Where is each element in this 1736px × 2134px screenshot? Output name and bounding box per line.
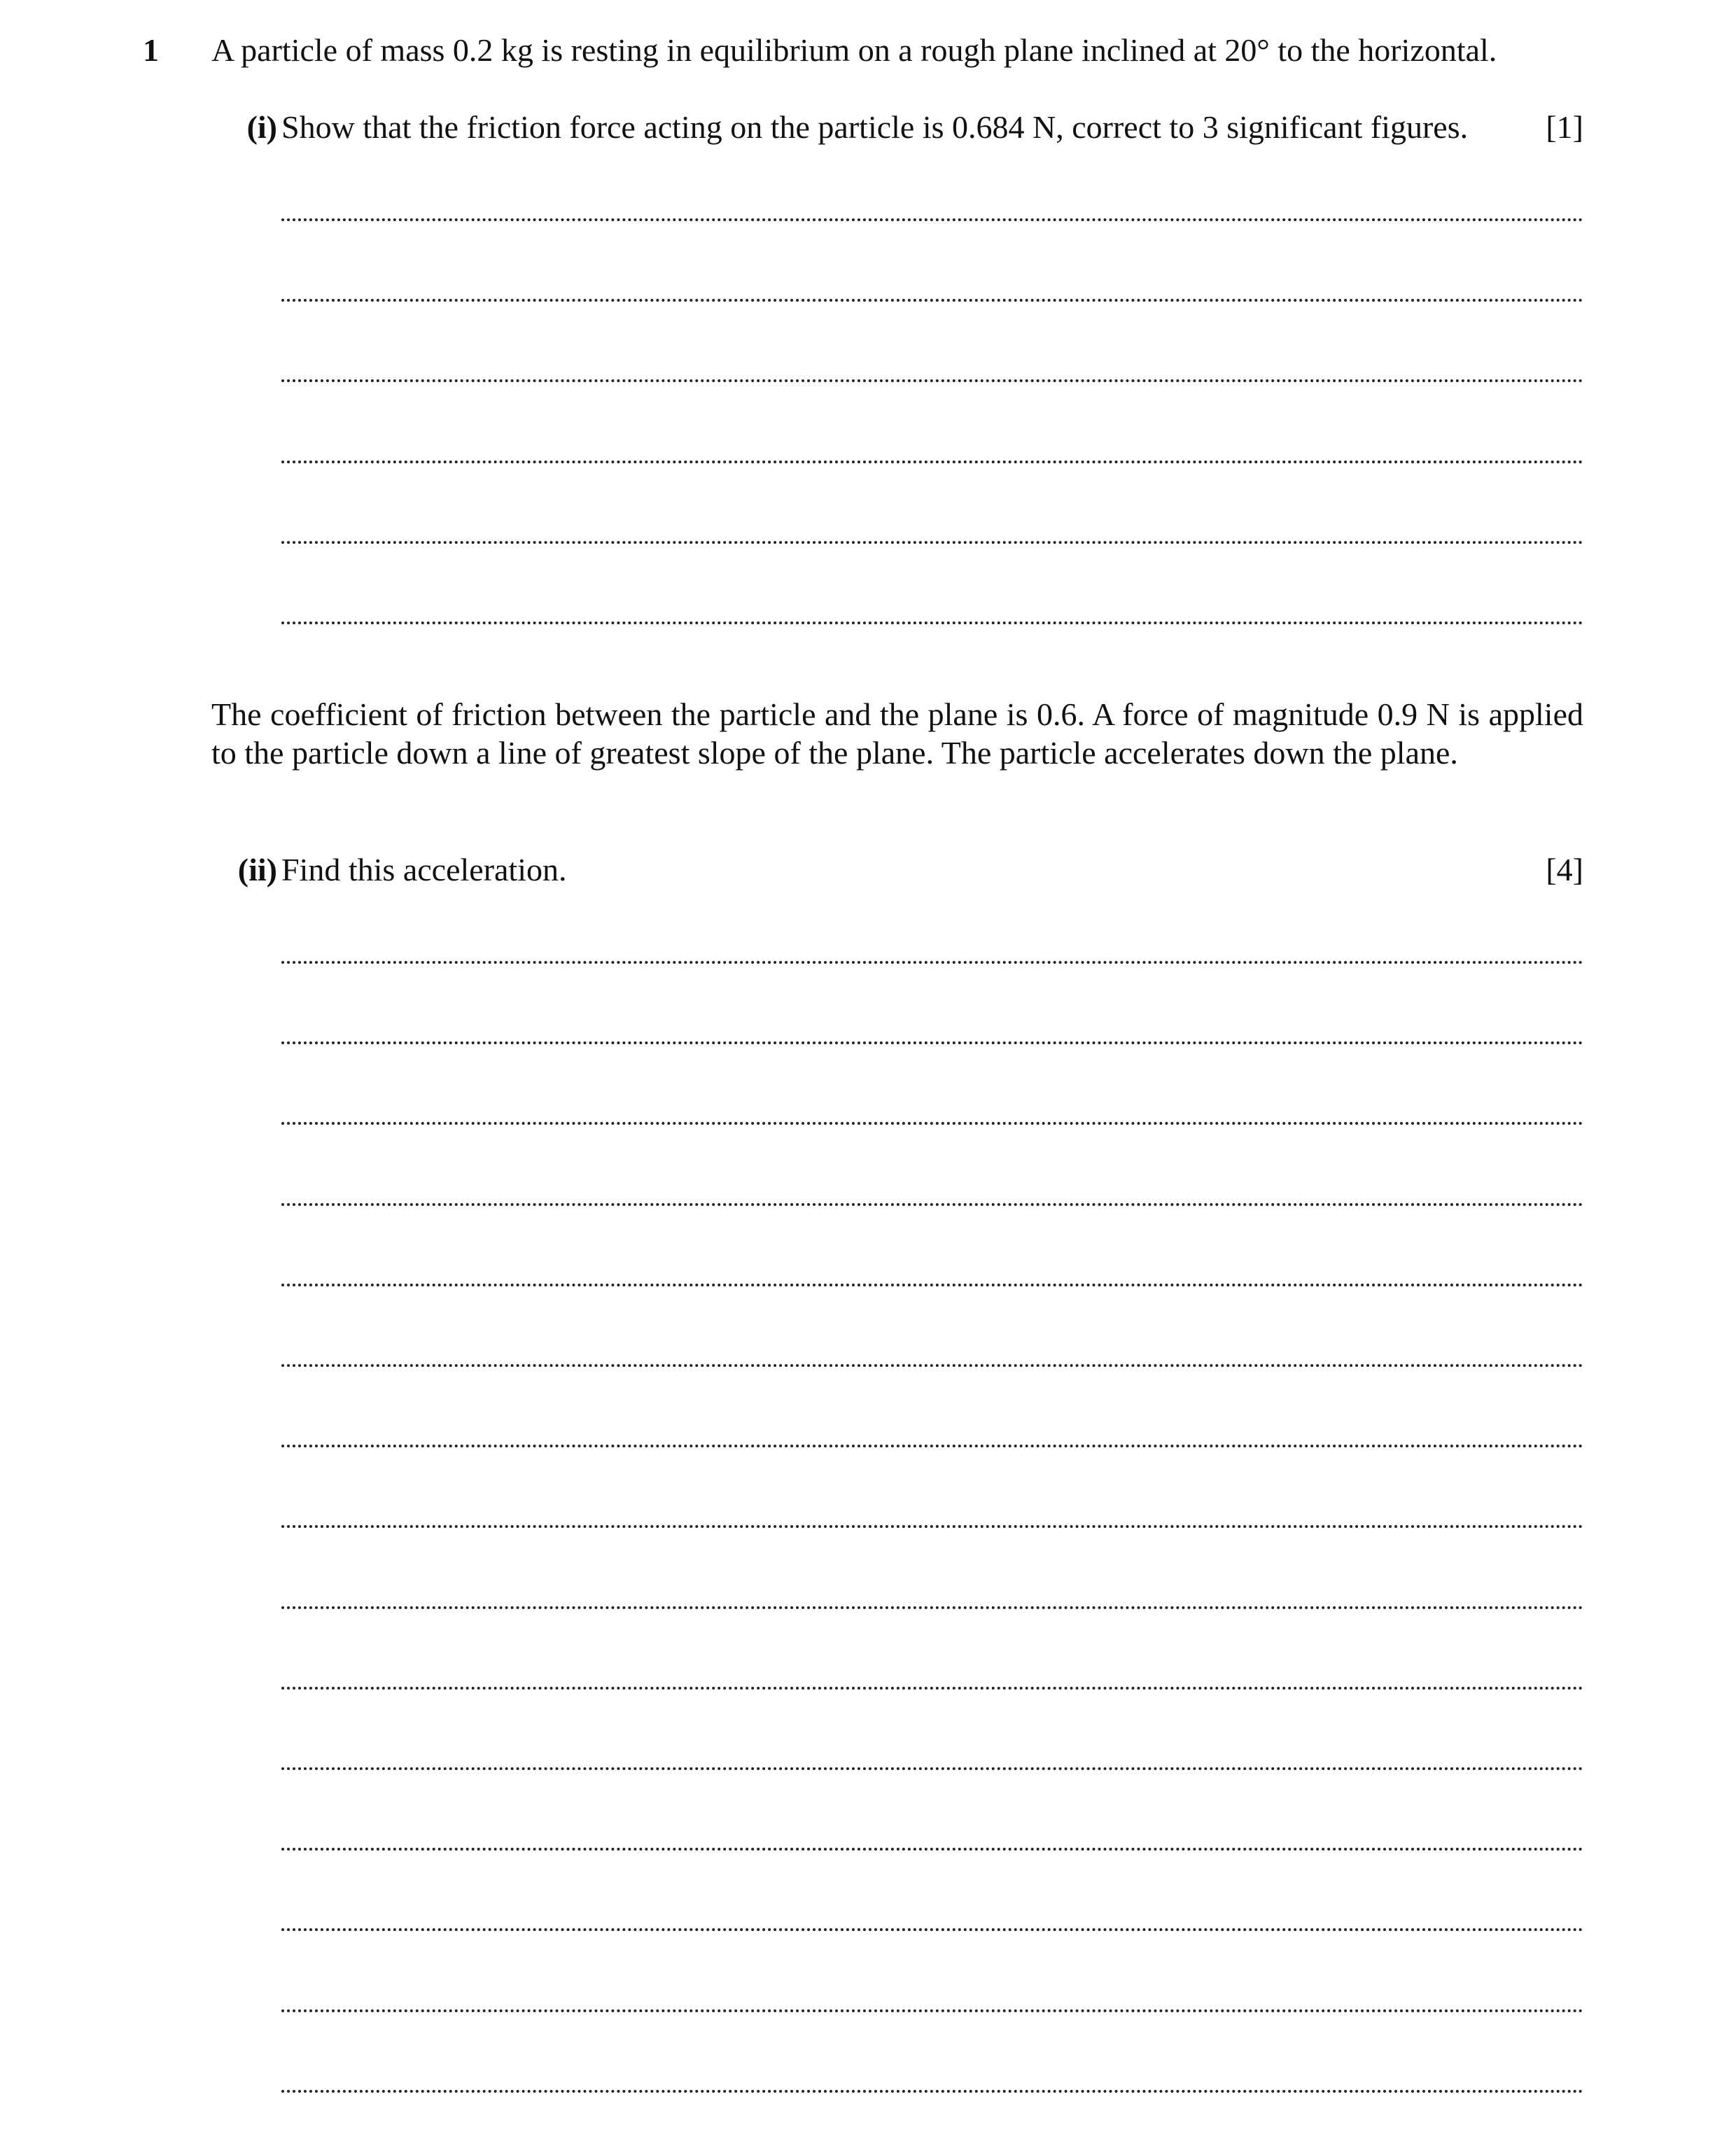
part-ii-text: Find this acceleration. bbox=[281, 852, 567, 887]
part-ii-answer-line[interactable] bbox=[281, 1687, 1583, 1690]
part-ii bbox=[211, 849, 1583, 891]
part-i-answer-line[interactable] bbox=[281, 379, 1583, 382]
part-ii-answer-line[interactable] bbox=[281, 1364, 1583, 1367]
part-ii-label: (ii) bbox=[237, 852, 277, 887]
part-i-answer-line[interactable] bbox=[281, 218, 1583, 221]
part-ii-answer-line[interactable] bbox=[281, 1041, 1583, 1044]
part-ii-answer-line[interactable] bbox=[281, 1284, 1583, 1286]
question-context: The coefficient of friction between the particle and the plane is 0.6. A force of magnitude 0.9 N is applied to the particle down a line of greatest slope of the plane. The particle accelerates down the plane. bbox=[211, 696, 1583, 771]
part-i-text: Show that the friction force acting on the particle is 0.684 N, correct to 3 significant figures. bbox=[281, 109, 1469, 145]
part-ii-answer-line[interactable] bbox=[281, 2009, 1583, 2012]
part-ii-answer-line[interactable] bbox=[281, 1525, 1583, 1528]
part-i-answer-line[interactable] bbox=[281, 299, 1583, 302]
part-ii-answer-line[interactable] bbox=[281, 1122, 1583, 1125]
part-i-answer-line[interactable] bbox=[281, 461, 1583, 463]
part-i-marks: [1] bbox=[1546, 109, 1583, 145]
part-i-answer-line[interactable] bbox=[281, 541, 1583, 544]
part-i-answer-line[interactable] bbox=[281, 622, 1583, 624]
part-i-label: (i) bbox=[246, 109, 277, 145]
part-ii-answer-line[interactable] bbox=[281, 1928, 1583, 1931]
part-i bbox=[211, 106, 1583, 148]
part-ii-marks: [4] bbox=[1546, 852, 1583, 887]
part-ii-answer-line[interactable] bbox=[281, 961, 1583, 964]
part-ii-answer-line[interactable] bbox=[281, 1606, 1583, 1609]
part-ii-answer-line[interactable] bbox=[281, 1203, 1583, 1206]
part-ii-answer-line[interactable] bbox=[281, 1445, 1583, 1447]
question-number: 1 bbox=[143, 32, 159, 68]
part-ii-answer-line[interactable] bbox=[281, 1767, 1583, 1770]
question-stem: A particle of mass 0.2 kg is resting in equilibrium on a rough plane inclined at 20° to the horizontal. bbox=[211, 32, 1497, 68]
part-ii-answer-line[interactable] bbox=[281, 1848, 1583, 1851]
part-ii-answer-line[interactable] bbox=[281, 2090, 1583, 2093]
